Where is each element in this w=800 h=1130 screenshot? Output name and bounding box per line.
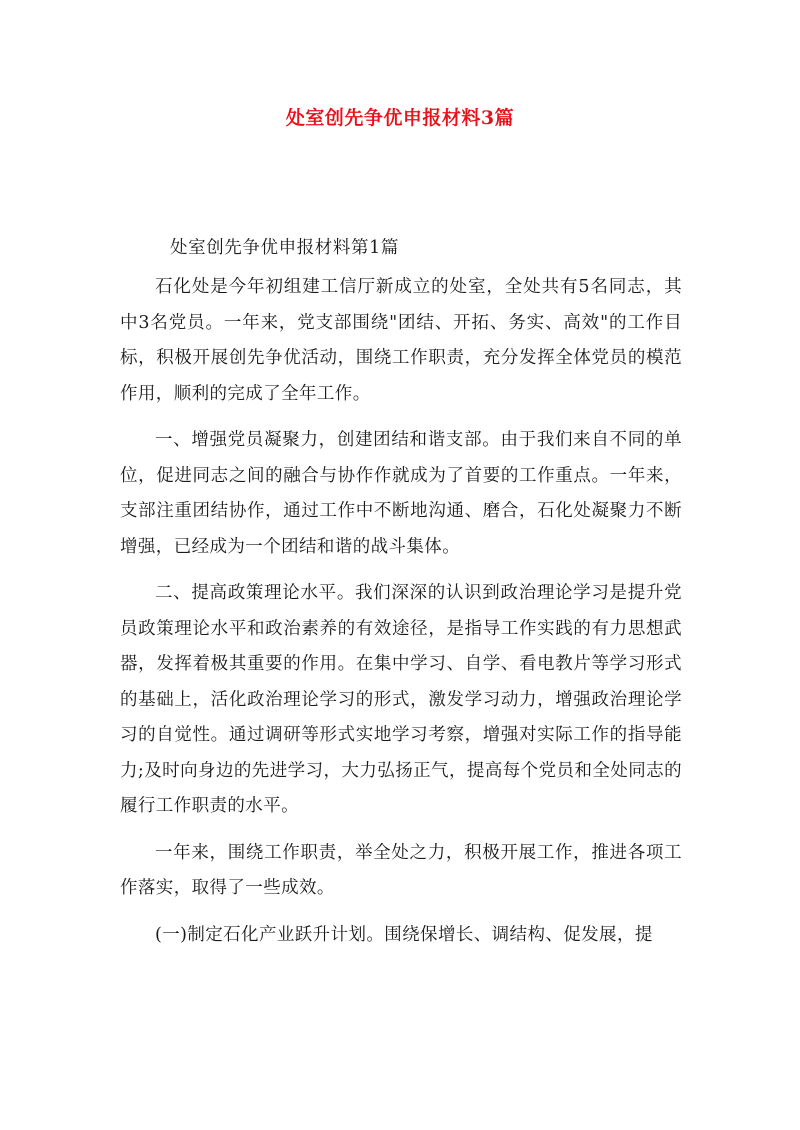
section-heading: 处室创先争优申报材料第1篇 <box>170 238 399 258</box>
document-body <box>120 270 682 964</box>
paragraph-point-one: 一、增强党员凝聚力，创建团结和谐支部。由于我们来自不同的单位，促进同志之间的融合与协作作就成为了首要的工作重点。一年来，支部注重团结协作，通过工作中不断地沟通、磨合，石化处凝聚力不断增强，已经成为一个团结和谐的战斗集体。 <box>120 430 682 557</box>
paragraph-intro: 石化处是今年初组建工信厅新成立的处室，全处共有5名同志，其中3名党员。一年来，党支部围绕"团结、开拓、务实、高效"的工作目标，积极开展创先争优活动，围绕工作职责，充分发挥全体党员的模范作用，顺利的完成了全年工作。 <box>120 277 682 404</box>
paragraph-summary: 一年来，围绕工作职责，举全处之力，积极开展工作，推进各项工作落实，取得了一些成效。 <box>120 842 682 898</box>
document-title: 处室创先争优申报材料3篇 <box>285 107 515 129</box>
paragraph-subpoint-one: (一)制定石化产业跃升计划。围绕保增长、调结构、促发展，提 <box>155 924 653 945</box>
paragraph-point-two: 二、提高政策理论水平。我们深深的认识到政治理论学习是提升党员政策理论水平和政治素养的有效途径，是指导工作实践的有力思想武器，发挥着极其重要的作用。在集中学习、自学、看电教片等学习形式的基础上，活化政治理论学习的形式，激发学习动力，增强政治理论学习的自觉性。通过调研等形式实地学习考察，增强对实际工作的指导能力;及时向身边的先进学习，大力弘扬正气，提高每个党员和全处同志的履行工作职责的水平。 <box>120 583 682 816</box>
